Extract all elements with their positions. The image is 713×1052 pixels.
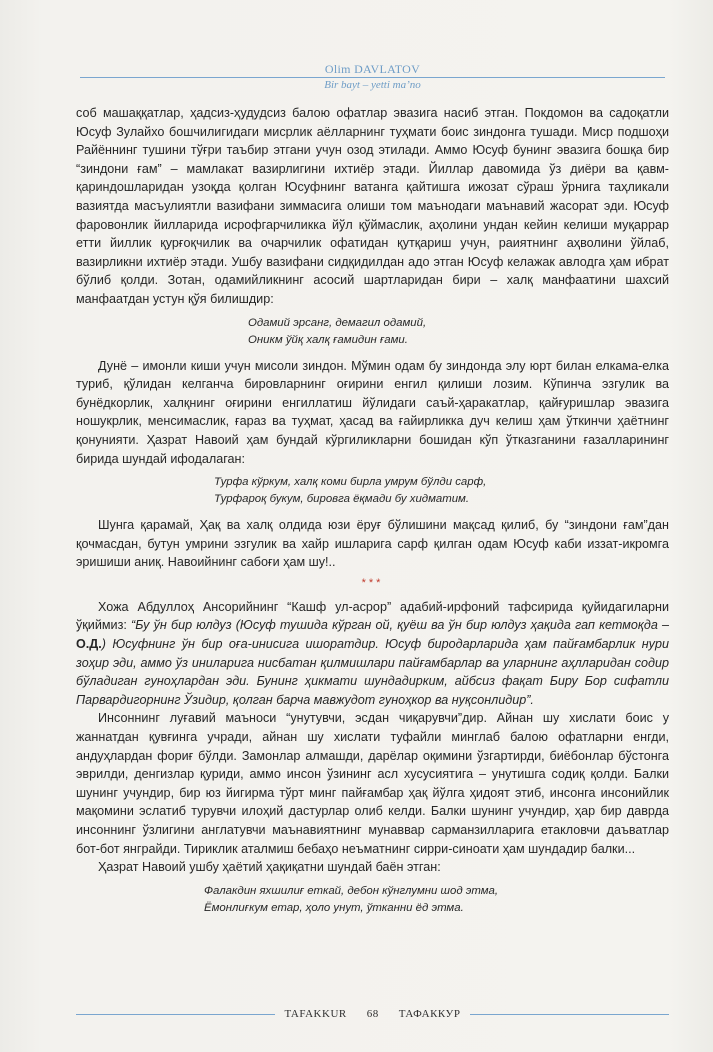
page-number: 68 [366,1008,379,1020]
footer-label-cyrillic: ТАФАККУР [398,1008,461,1020]
paragraph: Инсоннинг луғавий маъноси “унутувчи, эсдан чиқарувчи”дир. Айнан шу хислати боис у жаннатдан қувғинга учради, айнан шу хислати туфайли минглаб балою офатларни енгди, андуҳлардан фориғ бўлди. Замонлар алмашди, дарёлар оқимини ўзгартирди, биёбонлар бўстонга эврилди, денгизлар қуриди, аммо инсон ўзининг асл хусусиятига – унутишга содиқ қолди. Балки шунинг учундир, бир юз йигирма тўрт минг пайғамбар ҳақ йўлга ҳидоят этиб, инсонга инсонийлик мақомини эслатиб турувчи илоҳий дастурлар олиб келди. Балки шунинг учундир, ҳар бир даврда инсоннинг ўзлигини англатувчи маънавиятнинг мунаввар сарманзилларига етакловчи даъватлар бот-бот янграйди. Тириклик аталмиш бебаҳо неъматнинг сирри-синоати ҳам шундадир балки... [76,711,669,856]
verse-line: Одамий эрсанг, демагил одамий, [248,316,427,329]
verse-line: Оникм ўйқ халқ ғамидин ғами. [248,333,408,346]
paragraph: соб машаққатлар, ҳадсиз-ҳудудсиз балою офатлар эвазига насиб этган. Покдомон ва садоқатли Юсуф Зулайхо бошчилигидаги мисрлик аёлларнинг туҳмати боис зиндонга тушади. Миср подшоҳи Райённинг тушини тўғри таъбир этгани учун озод этилади. Аммо Юсуф бунинг эвазига бошқа бир “зиндони ғам” – мамлакат вазирлигини ихтиёр этади. Йиллар давомида ўз диёри ва қавм-қариндошларидан узоқда қолган Юсуфнинг ватанга қайтишга ижозат сўраш ўрнига таҳликали вазиятда масъулиятли вазифани зиммасига олиши том маънодаги маънавий жасорат эди. Юсуф фаровонлик йилларида исрофгарчиликка йўл қўймаслик, аҳолини ундан кейин келиши муқаррар етти йиллик қурғоқчилик ва очарчилик офатидан қутқариш учун, раиятнинг аҳволини ўйлаб, вазирликни ихтиёр этади. Ушбу вазифани сидқидилдан адо этган Юсуф келажак авлодга ҳам ибрат бўлиб қолди. Зотан, одамийликнинг асосий шартларидан бири – халқ манфаатини шахсий манфаатдан устун қўя билишдир: [76,106,669,306]
paragraph: Дунё – имонли киши учун мисоли зиндон. Мўмин одам бу зиндонда элу юрт билан елкама-елка туриб, қўлидан келганча бировларнинг оғирини енгил қилиши лозим. Кўпинча эзгулик ва бунёдкорлик, халқнинг оғирини енгиллатиш йўлидаги саъй-ҳаракатлар, қайғуришлар эвазига ношукрлик, менсимаслик, ғараз ва туҳмат, ҳасад ва ғайирликка дуч келиш ҳам ўткинчи ҳаётнинг қонунияти. Ҳазрат Навоий ҳам бундай кўргиликларни бошидан кўп ўтказганини ғазалларининг бирида шундай ифодалаган: [76,358,669,466]
quote-text: “Бу ўн бир юлдуз (Юсуф тушида кўрган ой, қуёш ва ўн бир юлдуз ҳақида гап кетмоқда – [131,618,670,633]
paragraph: Ҳазрат Навоий ушбу ҳаётий ҳақиқатни шундай баён этган: [98,860,441,875]
paragraph-lead: Хожа Абдуллоҳ Ансорийнинг “Кашф ул-асрор” адабий-ирфоний тафсирида қуйидагиларни ўқиймиз: [76,599,669,633]
article-body [76,104,669,925]
page-footer [76,1004,669,1024]
footer-rule [76,1014,275,1015]
verse-line: Турфа кўркум, халқ коми бирла умрум бўлди сарф, [214,476,487,489]
footer-label-latin: TAFAKKUR [284,1008,347,1020]
author-name: Olim DAVLATOV [324,62,421,76]
header-rule [80,77,665,78]
verse-block [76,315,669,349]
author-initials: О.Д. [76,637,102,652]
verse-line: Фалакдин яхшилиғ еткай, дебон кўнглумни шод этма, [204,884,499,897]
verse-line: Ёмонлиғкум етар, ҳоло унут, ўтканни ёд этма. [204,901,464,914]
book-title: Bir bayt – yetti ma’no [324,79,421,91]
quote-text: ) Юсуфнинг ўн бир оға-инисига ишоратдир. Юсуф биродарларида ҳам пайғамбарлик нури зоҳир эди, аммо ўз иниларига нисбатан қилмишлари пайғамбарлар ва уларнинг аҳлларидан содир бўладиган гуноҳлардан эди. Бунинг ҳикмати шундадирким, айбсиз фақат Биру Бор сифатли Парвардигорнинг Ўзидир, қолган барча мавжудот гуноҳкор ва нуқсонлидир”. [76,637,669,707]
paragraph: Шунга қарамай, Ҳақ ва халқ олдида юзи ёруғ бўлишини мақсад қилиб, бу “зиндони ғам”дан қочмасдан, бутун умрини эзгулик ва хайр ишларига сарф қилган одам Юсуф каби иззат-икромга эришиши аниқ. Навоийнинг сабоғи ҳам шу!.. [76,518,669,570]
running-head [80,62,665,92]
paragraph [76,598,669,710]
verse-block [76,474,669,508]
section-divider: *** [361,576,384,589]
verse-line: Турфароқ букум, бировга ёқмади бу хидматим. [214,493,470,506]
verse-block [76,883,669,917]
footer-rule [470,1014,669,1015]
